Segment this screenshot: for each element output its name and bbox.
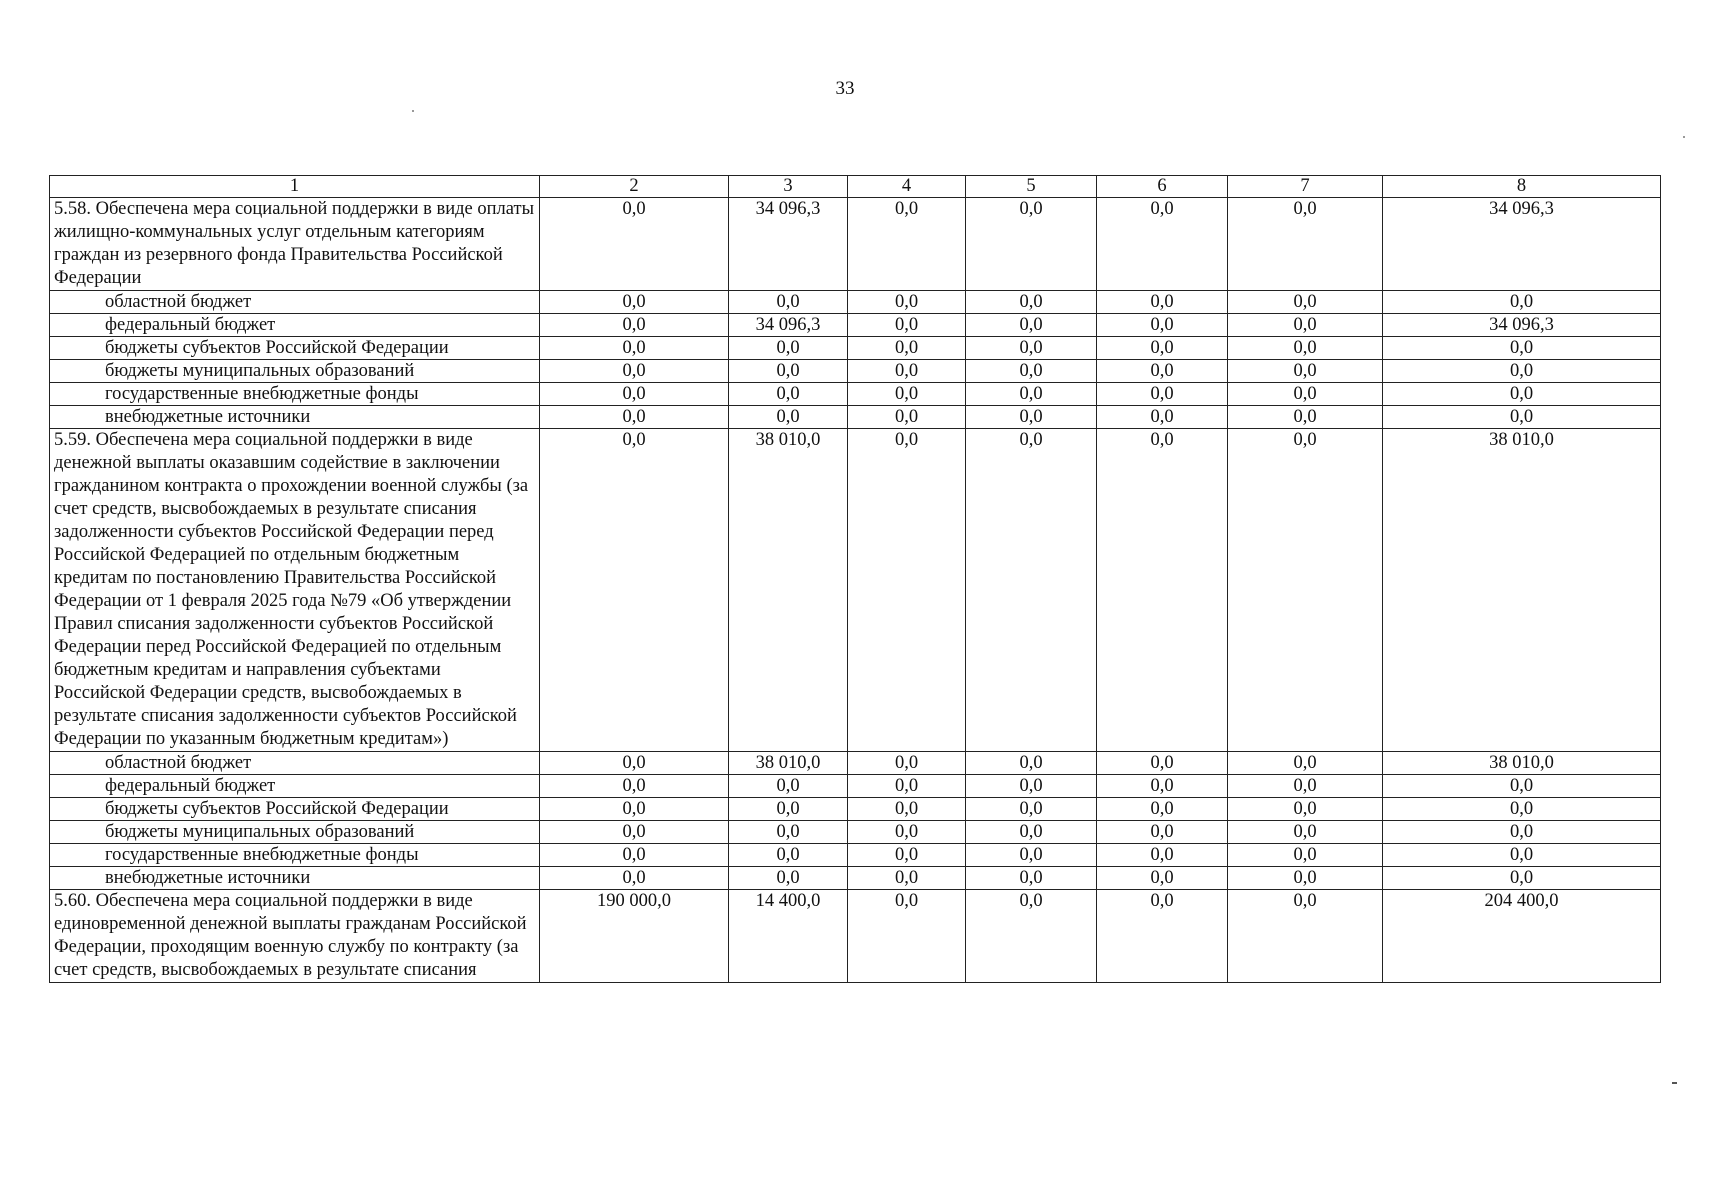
value-cell: 0,0 (540, 775, 729, 798)
value-cell: 0,0 (848, 198, 966, 291)
value-cell: 0,0 (966, 867, 1097, 890)
value-cell: 0,0 (1097, 383, 1228, 406)
column-header: 5 (966, 176, 1097, 198)
value-cell: 0,0 (1097, 867, 1228, 890)
value-cell: 0,0 (540, 360, 729, 383)
value-cell: 0,0 (1383, 844, 1661, 867)
budget-source-label: государственные внебюджетные фонды (50, 844, 540, 867)
budget-source-label: бюджеты муниципальных образований (50, 360, 540, 383)
value-cell: 38 010,0 (1383, 752, 1661, 775)
section-row (50, 429, 1661, 752)
value-cell: 0,0 (729, 821, 848, 844)
value-cell: 0,0 (1097, 890, 1228, 983)
value-cell: 0,0 (1228, 291, 1383, 314)
value-cell: 0,0 (1383, 337, 1661, 360)
budget-source-label: областной бюджет (50, 752, 540, 775)
budget-source-row (50, 775, 1661, 798)
value-cell: 0,0 (966, 314, 1097, 337)
budget-source-label: областной бюджет (50, 291, 540, 314)
column-number-row (50, 176, 1661, 198)
value-cell: 0,0 (848, 314, 966, 337)
value-cell: 0,0 (848, 406, 966, 429)
budget-source-row (50, 337, 1661, 360)
value-cell: 0,0 (729, 798, 848, 821)
value-cell: 0,0 (848, 429, 966, 752)
page-number: 33 (835, 78, 855, 99)
scan-speck (412, 110, 414, 112)
value-cell: 0,0 (1228, 360, 1383, 383)
value-cell: 0,0 (848, 291, 966, 314)
budget-source-label: государственные внебюджетные фонды (50, 383, 540, 406)
value-cell: 0,0 (848, 798, 966, 821)
table-body (50, 198, 1661, 983)
column-header: 4 (848, 176, 966, 198)
value-cell: 0,0 (966, 429, 1097, 752)
budget-source-row (50, 844, 1661, 867)
value-cell: 0,0 (729, 337, 848, 360)
value-cell: 0,0 (1383, 775, 1661, 798)
value-cell: 190 000,0 (540, 890, 729, 983)
value-cell: 0,0 (848, 360, 966, 383)
value-cell: 0,0 (729, 844, 848, 867)
value-cell: 0,0 (540, 337, 729, 360)
budget-source-row (50, 867, 1661, 890)
section-row (50, 890, 1661, 983)
value-cell: 0,0 (966, 821, 1097, 844)
value-cell: 0,0 (729, 775, 848, 798)
value-cell: 0,0 (1228, 383, 1383, 406)
scan-speck (1683, 136, 1685, 138)
budget-source-label: внебюджетные источники (50, 867, 540, 890)
value-cell: 0,0 (1097, 798, 1228, 821)
value-cell: 0,0 (1383, 798, 1661, 821)
value-cell: 0,0 (540, 291, 729, 314)
value-cell: 0,0 (540, 429, 729, 752)
budget-source-label: бюджеты субъектов Российской Федерации (50, 337, 540, 360)
value-cell: 0,0 (1097, 406, 1228, 429)
budget-source-label: бюджеты субъектов Российской Федерации (50, 798, 540, 821)
value-cell: 0,0 (1383, 821, 1661, 844)
value-cell: 34 096,3 (729, 198, 848, 291)
value-cell: 0,0 (1383, 291, 1661, 314)
value-cell: 0,0 (1383, 867, 1661, 890)
value-cell: 0,0 (848, 890, 966, 983)
value-cell: 0,0 (1228, 775, 1383, 798)
value-cell: 0,0 (1228, 821, 1383, 844)
value-cell: 0,0 (966, 798, 1097, 821)
value-cell: 0,0 (848, 844, 966, 867)
value-cell: 34 096,3 (1383, 198, 1661, 291)
value-cell: 0,0 (966, 752, 1097, 775)
value-cell: 0,0 (848, 775, 966, 798)
value-cell: 0,0 (540, 867, 729, 890)
value-cell: 34 096,3 (1383, 314, 1661, 337)
column-header: 7 (1228, 176, 1383, 198)
column-header: 8 (1383, 176, 1661, 198)
budget-source-row (50, 314, 1661, 337)
value-cell: 38 010,0 (1383, 429, 1661, 752)
value-cell: 0,0 (540, 383, 729, 406)
value-cell: 0,0 (966, 406, 1097, 429)
budget-source-row (50, 821, 1661, 844)
value-cell: 0,0 (1097, 429, 1228, 752)
budget-source-label: федеральный бюджет (50, 314, 540, 337)
value-cell: 0,0 (729, 360, 848, 383)
column-header: 3 (729, 176, 848, 198)
value-cell: 0,0 (966, 844, 1097, 867)
budget-source-label: внебюджетные источники (50, 406, 540, 429)
value-cell: 0,0 (1228, 337, 1383, 360)
value-cell: 0,0 (540, 198, 729, 291)
value-cell: 0,0 (1228, 406, 1383, 429)
value-cell: 0,0 (1097, 821, 1228, 844)
value-cell: 0,0 (1228, 429, 1383, 752)
value-cell: 0,0 (966, 360, 1097, 383)
budget-source-row (50, 798, 1661, 821)
value-cell: 0,0 (1097, 844, 1228, 867)
value-cell: 0,0 (729, 383, 848, 406)
value-cell: 0,0 (1228, 844, 1383, 867)
budget-source-row (50, 752, 1661, 775)
section-title: 5.60. Обеспечена мера социальной поддержки в виде единовременной денежной выплаты гражданам Российской Федерации, проходящим военную службу по контракту (за счет средств, высвобождаемых в результате списания (50, 890, 540, 983)
value-cell: 0,0 (1097, 752, 1228, 775)
budget-source-label: бюджеты муниципальных образований (50, 821, 540, 844)
value-cell: 0,0 (540, 798, 729, 821)
budget-table (49, 175, 1661, 983)
value-cell: 0,0 (848, 867, 966, 890)
value-cell: 0,0 (1097, 360, 1228, 383)
value-cell: 0,0 (1097, 337, 1228, 360)
value-cell: 0,0 (540, 821, 729, 844)
value-cell: 0,0 (729, 406, 848, 429)
value-cell: 0,0 (848, 337, 966, 360)
value-cell: 0,0 (1228, 798, 1383, 821)
value-cell: 0,0 (848, 752, 966, 775)
value-cell: 0,0 (540, 752, 729, 775)
value-cell: 0,0 (729, 867, 848, 890)
value-cell: 0,0 (540, 314, 729, 337)
value-cell: 0,0 (1383, 360, 1661, 383)
section-title: 5.58. Обеспечена мера социальной поддержки в виде оплаты жилищно-коммунальных услуг отдельным категориям граждан из резервного фонда Правительства Российской Федерации (50, 198, 540, 291)
section-row (50, 198, 1661, 291)
value-cell: 0,0 (966, 291, 1097, 314)
value-cell: 0,0 (966, 775, 1097, 798)
value-cell: 34 096,3 (729, 314, 848, 337)
value-cell: 0,0 (966, 198, 1097, 291)
column-header: 2 (540, 176, 729, 198)
budget-source-row (50, 383, 1661, 406)
value-cell: 0,0 (966, 890, 1097, 983)
value-cell: 0,0 (966, 383, 1097, 406)
value-cell: 0,0 (1228, 198, 1383, 291)
value-cell: 0,0 (1228, 890, 1383, 983)
budget-source-row (50, 360, 1661, 383)
value-cell: 0,0 (966, 337, 1097, 360)
budget-source-row (50, 406, 1661, 429)
value-cell: 38 010,0 (729, 429, 848, 752)
value-cell: 0,0 (729, 291, 848, 314)
value-cell: 204 400,0 (1383, 890, 1661, 983)
value-cell: 0,0 (1228, 867, 1383, 890)
value-cell: 0,0 (1228, 314, 1383, 337)
value-cell: 0,0 (848, 383, 966, 406)
value-cell: 0,0 (540, 406, 729, 429)
column-header: 1 (50, 176, 540, 198)
value-cell: 38 010,0 (729, 752, 848, 775)
value-cell: 0,0 (1383, 383, 1661, 406)
value-cell: 0,0 (1097, 198, 1228, 291)
budget-source-label: федеральный бюджет (50, 775, 540, 798)
value-cell: 0,0 (1383, 406, 1661, 429)
value-cell: 0,0 (1228, 752, 1383, 775)
value-cell: 0,0 (848, 821, 966, 844)
scan-speck (1672, 1082, 1677, 1084)
column-header: 6 (1097, 176, 1228, 198)
value-cell: 0,0 (1097, 775, 1228, 798)
section-title: 5.59. Обеспечена мера социальной поддержки в виде денежной выплаты оказавшим содействие в заключении гражданином контракта о прохождении военной службы (за счет средств, высвобождаемых в результате списания задолженности субъектов Российской Федерации перед Российской Федерацией по отдельным бюджетным кредитам по постановлению Правительства Российской Федерации от 1 февраля 2025 года №79 «Об утверждении Правил списания задолженности субъектов Российской Федерации перед Российской Федерацией по отдельным бюджетным кредитам и направления субъектами Российской Федерации средств, высвобождаемых в результате списания задолженности субъектов Российской Федерации по указанным бюджетным кредитам») (50, 429, 540, 752)
value-cell: 0,0 (540, 844, 729, 867)
value-cell: 0,0 (1097, 314, 1228, 337)
budget-source-row (50, 291, 1661, 314)
value-cell: 14 400,0 (729, 890, 848, 983)
value-cell: 0,0 (1097, 291, 1228, 314)
